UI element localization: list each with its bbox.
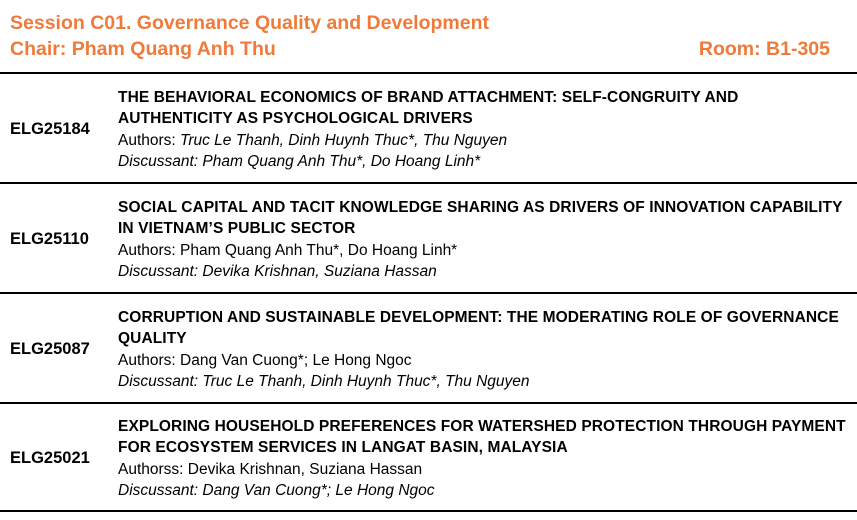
paper-details [118,416,857,502]
session-room: Room: B1-305 [698,38,830,60]
paper-details [118,307,857,393]
paper-title: EXPLORING HOUSEHOLD PREFERENCES FOR WATERSHED PROTECTION THROUGH PAYMENT FOR ECOSYSTEM SERVICES IN LANGAT BASIN, MALAYSIA [118,417,846,456]
paper-details [118,87,857,173]
paper-title: CORRUPTION AND SUSTAINABLE DEVELOPMENT: THE MODERATING ROLE OF GOVERNANCE QUALITY [118,308,839,347]
session-header [10,10,830,62]
paper-discussant: Discussant: Dang Van Cuong*; Le Hong Ngoc [118,482,435,499]
paper-authors: Dang Van Cuong*; Le Hong Ngoc [180,351,412,369]
paper-row [0,182,857,292]
paper-title: SOCIAL CAPITAL AND TACIT KNOWLEDGE SHARING AS DRIVERS OF INNOVATION CAPABILITY IN VIETNAM’S PUBLIC SECTOR [118,198,843,237]
session-title: Session C01. Governance Quality and Development [10,12,489,34]
authors-label: Authors: [118,131,181,149]
paper-discussant: Discussant: Devika Krishnan, Suziana Hassan [118,263,437,280]
paper-authors: Devika Krishnan, Suziana Hassan [187,460,423,478]
paper-authors-line [118,240,849,262]
paper-authors-line [118,350,849,372]
paper-discussant: Discussant: Truc Le Thanh, Dinh Huynh Thuc*, Thu Nguyen [118,373,530,390]
paper-row [0,292,857,402]
paper-authors-line [118,459,849,481]
paper-title: THE BEHAVIORAL ECONOMICS OF BRAND ATTACHMENT: SELF-CONGRUITY AND AUTHENTICITY AS PSYCHOLOGICAL DRIVERS [118,88,739,127]
paper-authors-line [118,130,849,152]
paper-authors: Truc Le Thanh, Dinh Huynh Thuc*, Thu Nguyen [180,131,508,149]
authors-label: Authorss: [118,460,188,478]
paper-list [0,72,857,512]
paper-authors: Pham Quang Anh Thu*, Do Hoang Linh* [180,241,458,259]
session-chair: Chair: Pham Quang Anh Thu [10,38,276,60]
session-info-line [10,36,830,62]
paper-id: ELG25184 [10,120,90,138]
paper-discussant: Discussant: Pham Quang Anh Thu*, Do Hoang Linh* [118,153,481,170]
paper-id: ELG25021 [10,449,90,467]
paper-details [118,197,857,283]
paper-id: ELG25110 [10,230,89,248]
authors-label: Authors: [118,351,181,369]
paper-id: ELG25087 [10,340,90,358]
paper-row [0,402,857,512]
authors-label: Authors: [118,241,181,259]
paper-row [0,72,857,182]
